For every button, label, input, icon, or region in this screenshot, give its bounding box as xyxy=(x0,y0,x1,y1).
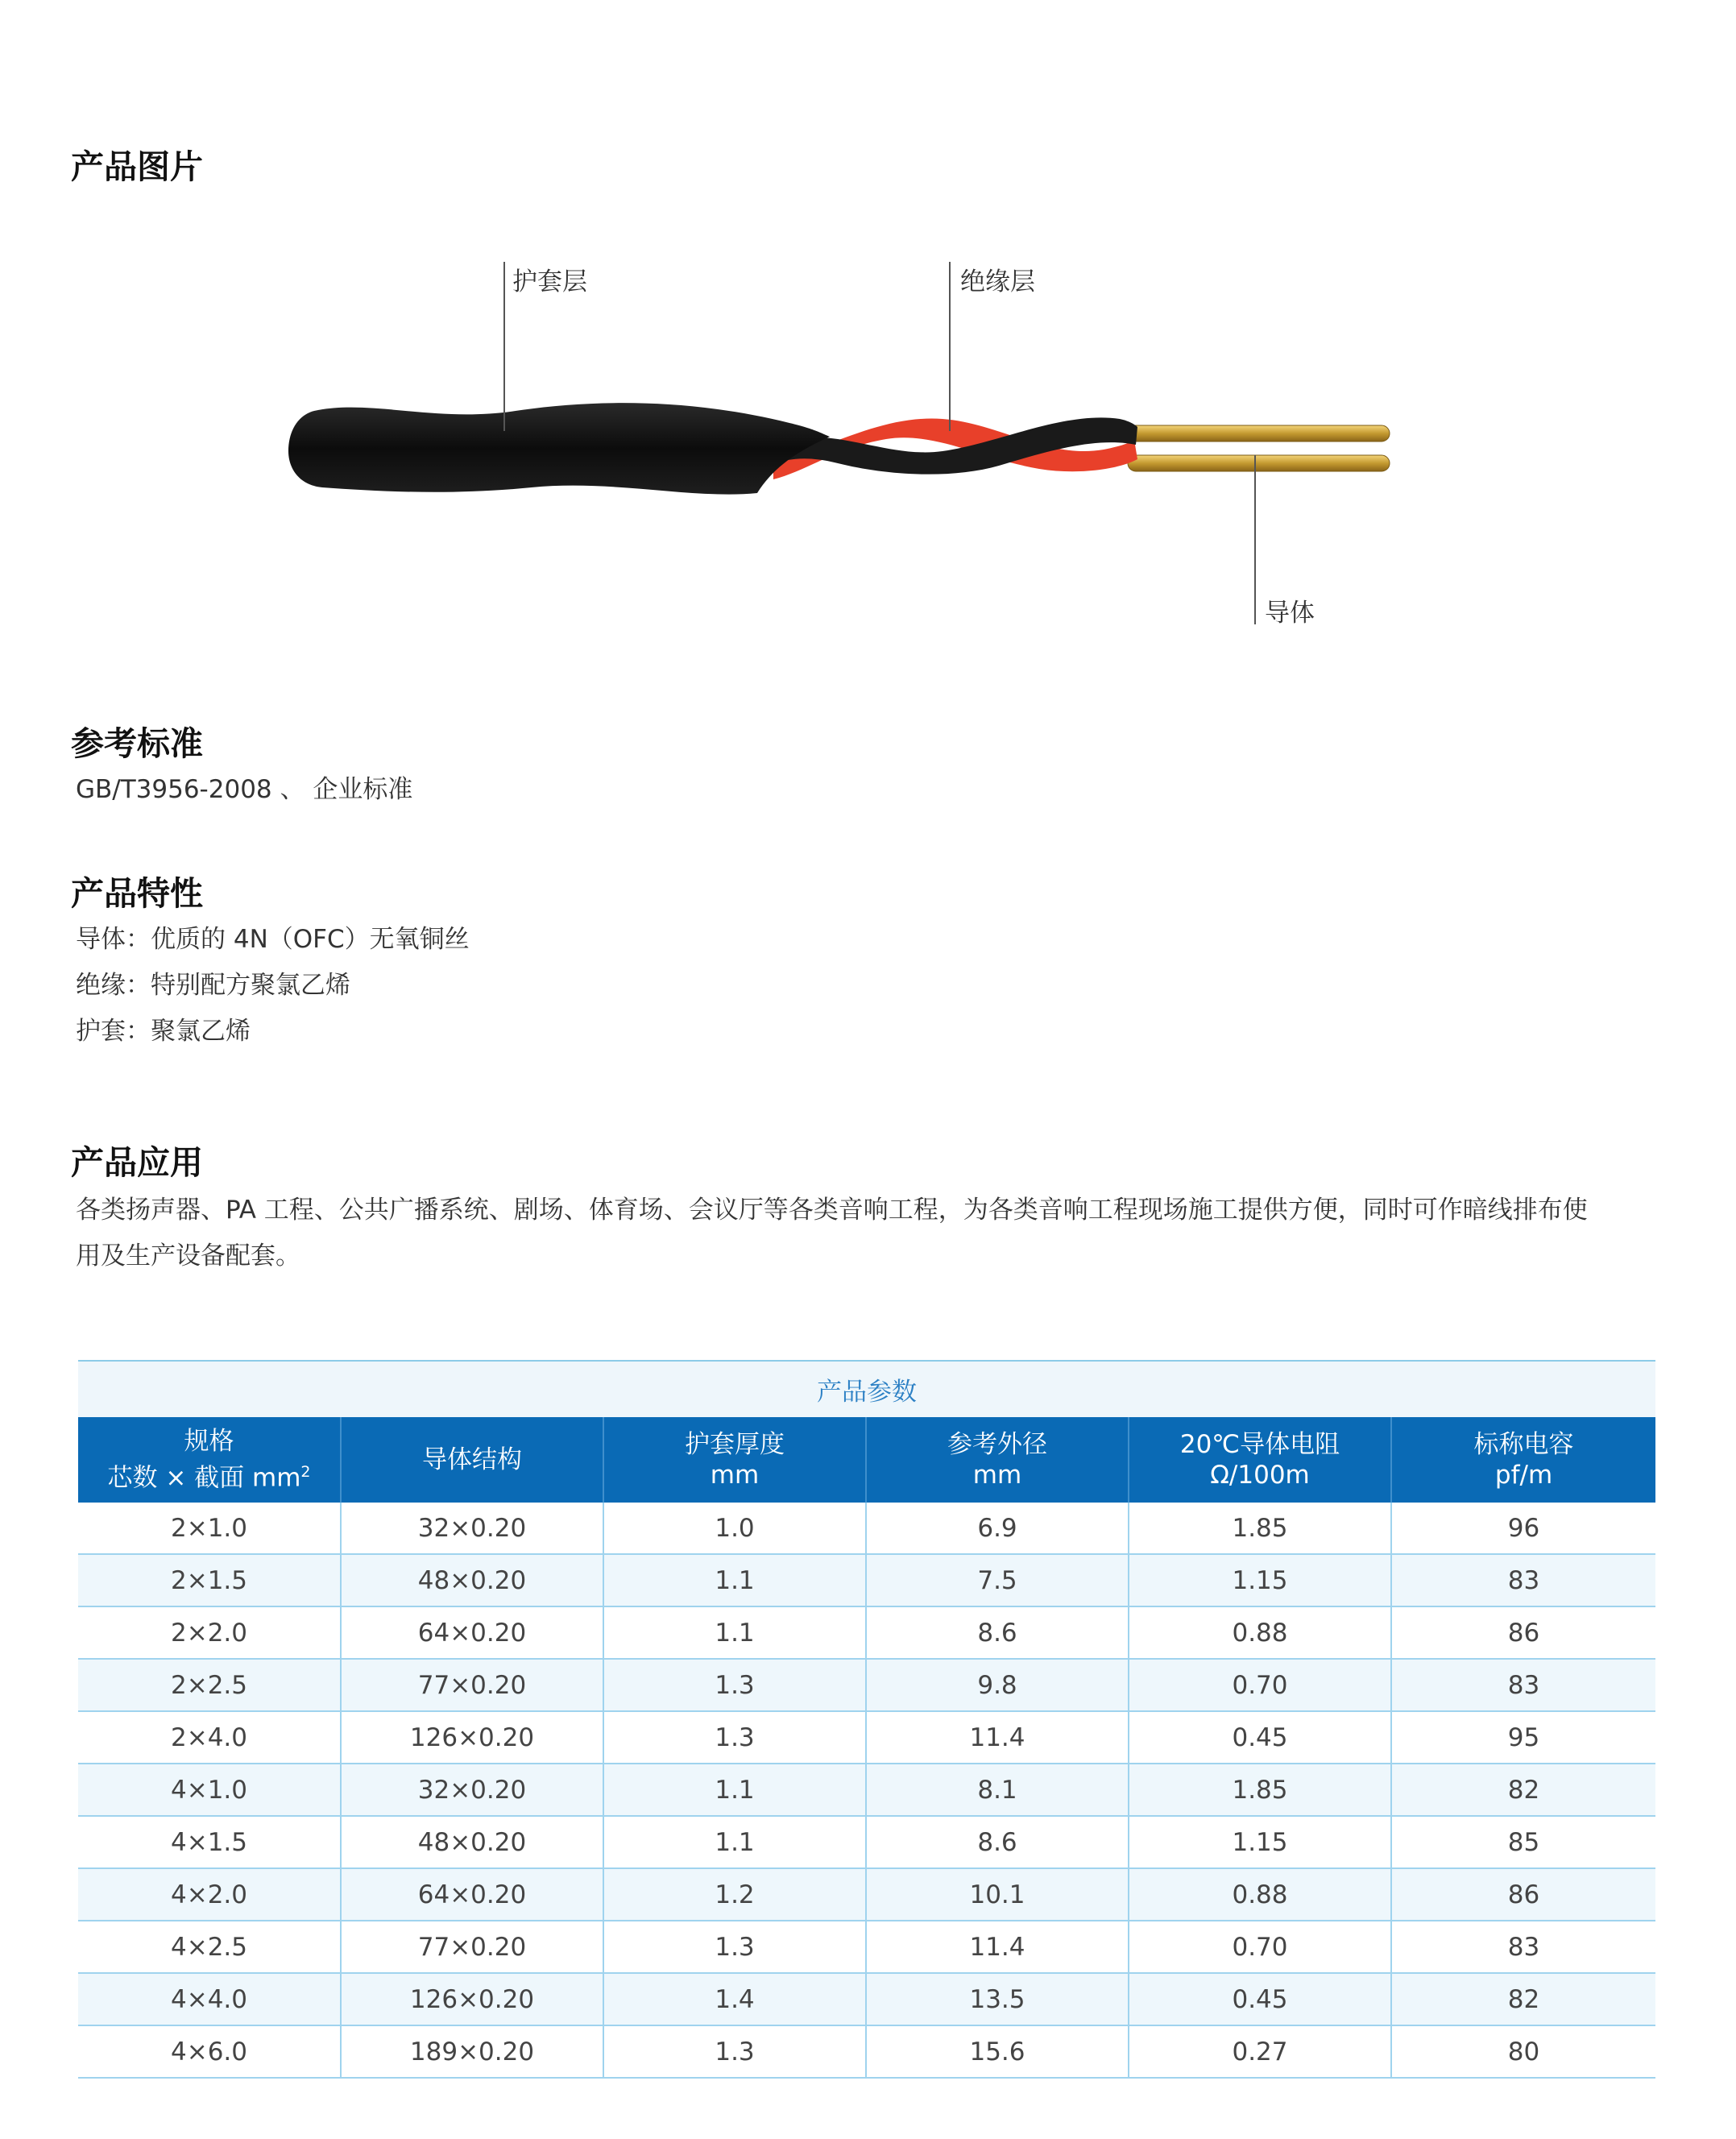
header-spec-line2 xyxy=(78,1457,340,1493)
feature-item: 导体：优质的 4N（OFC）无氧铜丝 xyxy=(76,925,470,954)
header-diameter-line1: 参考外径 xyxy=(947,1430,1047,1459)
table-cell: 77×0.20 xyxy=(341,1921,603,1973)
table-cell: 83 xyxy=(1391,1659,1655,1711)
conductor-upper xyxy=(1128,425,1390,441)
table-header-row xyxy=(78,1417,1655,1503)
callout-sheath-label: 护套层 xyxy=(512,267,587,296)
table-cell: 9.8 xyxy=(866,1659,1129,1711)
application-text xyxy=(76,1188,1588,1279)
table-row xyxy=(78,1606,1655,1659)
leader-line-insulation xyxy=(949,262,951,431)
table-cell: 2×1.0 xyxy=(78,1503,341,1554)
table-row xyxy=(78,1764,1655,1816)
table-cell: 48×0.20 xyxy=(341,1816,603,1868)
table-cell: 0.45 xyxy=(1129,1973,1391,2025)
header-outer-diameter xyxy=(866,1417,1129,1503)
header-spec-unit: 芯数 × 截面 mm xyxy=(107,1463,301,1493)
header-capacitance-line2: pf/m xyxy=(1494,1461,1553,1490)
table-cell: 15.6 xyxy=(866,2025,1129,2078)
table-row xyxy=(78,2025,1655,2078)
header-spec-line1: 规格 xyxy=(184,1427,234,1457)
table-cell: 1.3 xyxy=(603,2025,866,2078)
table-cell: 126×0.20 xyxy=(341,1973,603,2025)
table-cell: 1.3 xyxy=(603,1659,866,1711)
table-cell: 82 xyxy=(1391,1764,1655,1816)
table-cell: 64×0.20 xyxy=(341,1868,603,1921)
table-cell: 96 xyxy=(1391,1503,1655,1554)
table-cell: 1.0 xyxy=(603,1503,866,1554)
table-cell: 1.85 xyxy=(1129,1764,1391,1816)
header-resistance-line1: 20℃导体电阻 xyxy=(1179,1430,1340,1459)
table-row xyxy=(78,1711,1655,1764)
application-line: 各类扬声器、PA 工程、公共广播系统、剧场、体育场、会议厅等各类音响工程，为各类音响工程现场施工提供方便，同时可作暗线排布使 xyxy=(76,1196,1588,1225)
table-cell: 7.5 xyxy=(866,1554,1129,1606)
features-list xyxy=(76,917,470,1055)
parameter-table xyxy=(78,1360,1655,2079)
section-title-features: 产品特性 xyxy=(71,874,203,913)
table-cell: 13.5 xyxy=(866,1973,1129,2025)
feature-item: 绝缘：特别配方聚氯乙烯 xyxy=(76,971,350,1000)
header-resistance-line2: Ω/100m xyxy=(1210,1461,1310,1490)
leader-line-conductor xyxy=(1254,455,1256,624)
table-cell: 126×0.20 xyxy=(341,1711,603,1764)
section-title-product-image: 产品图片 xyxy=(71,147,203,186)
table-cell: 1.1 xyxy=(603,1606,866,1659)
header-conductor-line1: 导体结构 xyxy=(422,1445,522,1474)
table-cell: 1.4 xyxy=(603,1973,866,2025)
section-title-standard: 参考标准 xyxy=(71,724,203,763)
table-cell: 32×0.20 xyxy=(341,1503,603,1554)
table-cell: 0.70 xyxy=(1129,1921,1391,1973)
table-cell: 64×0.20 xyxy=(341,1606,603,1659)
table-cell: 0.45 xyxy=(1129,1711,1391,1764)
table-cell: 0.27 xyxy=(1129,2025,1391,2078)
table-cell: 2×2.5 xyxy=(78,1659,341,1711)
header-conductor-structure xyxy=(341,1417,603,1503)
section-title-application: 产品应用 xyxy=(71,1143,203,1182)
table-cell: 83 xyxy=(1391,1554,1655,1606)
header-diameter-line2: mm xyxy=(972,1461,1022,1490)
header-capacitance-line1: 标称电容 xyxy=(1473,1430,1574,1459)
table-cell: 85 xyxy=(1391,1816,1655,1868)
table-cell: 4×6.0 xyxy=(78,2025,341,2078)
table-cell: 1.3 xyxy=(603,1711,866,1764)
conductor-lower xyxy=(1128,455,1390,471)
table-cell: 2×2.0 xyxy=(78,1606,341,1659)
header-resistance xyxy=(1129,1417,1391,1503)
table-cell: 2×4.0 xyxy=(78,1711,341,1764)
table-cell: 1.1 xyxy=(603,1554,866,1606)
table-row xyxy=(78,1659,1655,1711)
table-cell: 80 xyxy=(1391,2025,1655,2078)
cable-diagram xyxy=(274,258,1418,636)
table-cell: 8.6 xyxy=(866,1606,1129,1659)
table-cell: 1.85 xyxy=(1129,1503,1391,1554)
table-cell: 86 xyxy=(1391,1868,1655,1921)
table-cell: 1.15 xyxy=(1129,1816,1391,1868)
header-spec-sup: 2 xyxy=(300,1463,311,1482)
table-cell: 1.15 xyxy=(1129,1554,1391,1606)
table-row xyxy=(78,1973,1655,2025)
header-capacitance xyxy=(1391,1417,1655,1503)
table-cell: 4×1.0 xyxy=(78,1764,341,1816)
leader-line-sheath xyxy=(503,262,505,431)
header-spec xyxy=(78,1417,341,1503)
table-cell: 6.9 xyxy=(866,1503,1129,1554)
table-cell: 83 xyxy=(1391,1921,1655,1973)
table-caption: 产品参数 xyxy=(78,1361,1655,1417)
table-cell: 8.6 xyxy=(866,1816,1129,1868)
table-cell: 4×4.0 xyxy=(78,1973,341,2025)
feature-item: 护套：聚氯乙烯 xyxy=(76,1017,251,1046)
table-cell: 0.70 xyxy=(1129,1659,1391,1711)
header-sheath-line2: mm xyxy=(710,1461,760,1490)
table-cell: 11.4 xyxy=(866,1921,1129,1973)
table-cell: 4×2.0 xyxy=(78,1868,341,1921)
table-cell: 11.4 xyxy=(866,1711,1129,1764)
table-cell: 0.88 xyxy=(1129,1868,1391,1921)
application-line: 用及生产设备配套。 xyxy=(76,1242,300,1271)
table-cell: 189×0.20 xyxy=(341,2025,603,2078)
table-cell: 1.1 xyxy=(603,1764,866,1816)
table-cell: 4×2.5 xyxy=(78,1921,341,1973)
table-row xyxy=(78,1868,1655,1921)
table-cell: 8.1 xyxy=(866,1764,1129,1816)
table-cell: 48×0.20 xyxy=(341,1554,603,1606)
cable-illustration xyxy=(274,258,1418,636)
table-cell: 1.1 xyxy=(603,1816,866,1868)
table-cell: 1.3 xyxy=(603,1921,866,1973)
callout-insulation-label: 绝缘层 xyxy=(960,267,1035,296)
table-body xyxy=(78,1503,1655,2078)
table-cell: 4×1.5 xyxy=(78,1816,341,1868)
callout-conductor-label: 导体 xyxy=(1265,599,1315,628)
table-cell: 82 xyxy=(1391,1973,1655,2025)
table-cell: 77×0.20 xyxy=(341,1659,603,1711)
header-sheath-thickness xyxy=(603,1417,866,1503)
table-cell: 10.1 xyxy=(866,1868,1129,1921)
outer-sheath xyxy=(288,403,830,494)
table-row xyxy=(78,1816,1655,1868)
standard-text: GB/T3956-2008 、 企业标准 xyxy=(76,775,413,804)
table-row xyxy=(78,1554,1655,1606)
table-cell: 2×1.5 xyxy=(78,1554,341,1606)
table-cell: 86 xyxy=(1391,1606,1655,1659)
table-cell: 95 xyxy=(1391,1711,1655,1764)
table-cell: 0.88 xyxy=(1129,1606,1391,1659)
table-cell: 1.2 xyxy=(603,1868,866,1921)
table-row xyxy=(78,1503,1655,1554)
header-sheath-line1: 护套厚度 xyxy=(685,1430,785,1459)
table-cell: 32×0.20 xyxy=(341,1764,603,1816)
table-row xyxy=(78,1921,1655,1973)
